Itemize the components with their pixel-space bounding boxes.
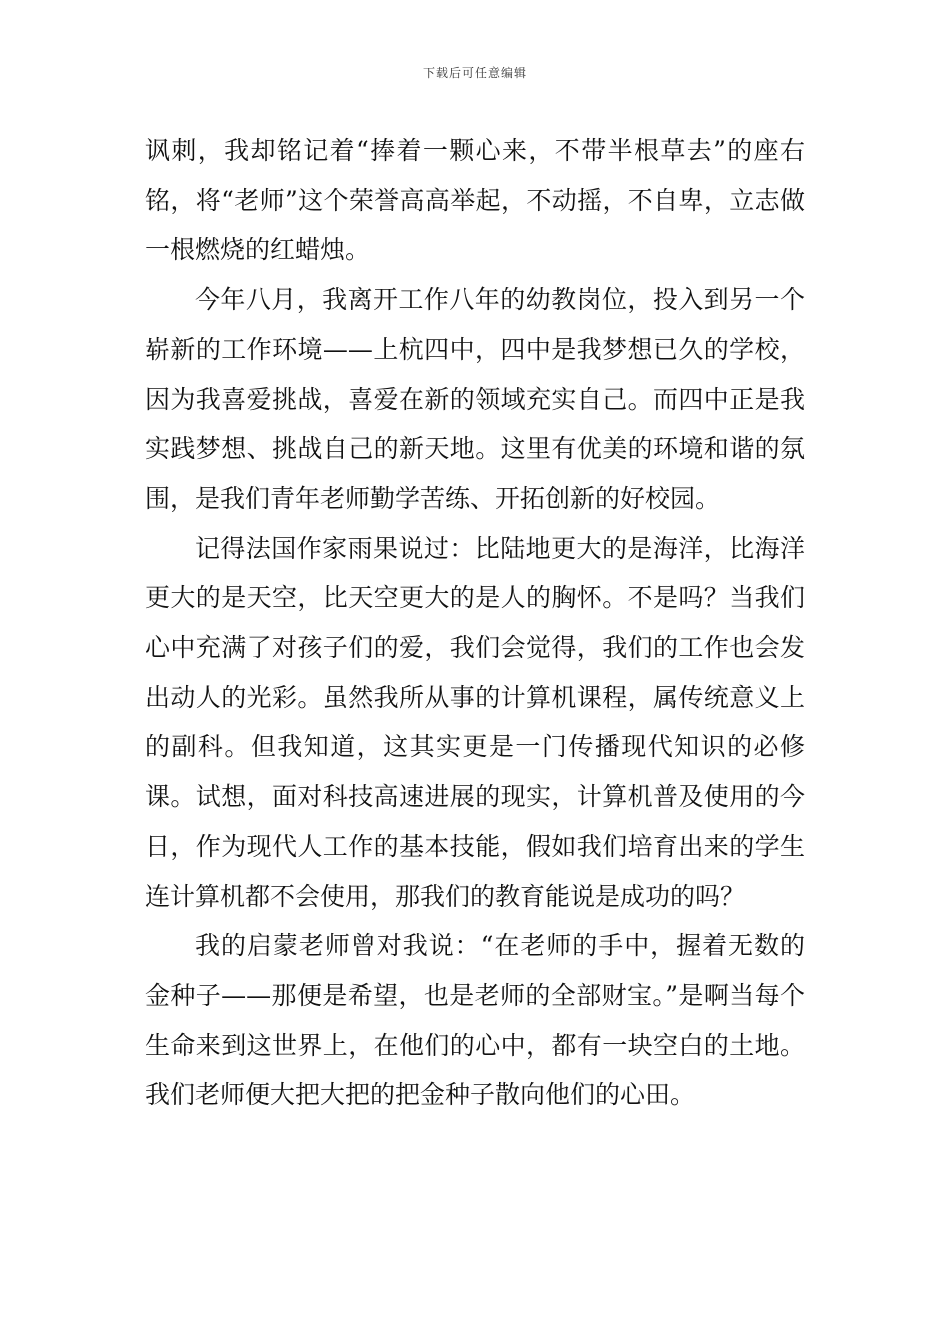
page-header: 下载后可任意编辑: [422, 66, 527, 80]
paragraph-3: 记得法国作家雨果说过：比陆地更大的是海洋，比海洋更大的是天空，比天空更大的是人的胸怀。不是吗？当我们心中充满了对孩子们的爱，我们会觉得，我们的工作也会发出动人的光彩。虽然我所从事的计算机课程，属传统意义上的副科。但我知道，这其实更是一门传播现代知识的必修课。试想，面对科技高速进展的现实，计算机普及使用的今日，作为现代人工作的基本技能，假如我们培育出来的学生连计算机都不会使用，那我们的教育能说是成功的吗？: [145, 533, 805, 911]
paragraph-4: 我的启蒙老师曾对我说：“在老师的手中，握着无数的金种子——那便是希望，也是老师的全部财宝。”是啊当每个生命来到这世界上，在他们的心中，都有一块空白的土地。我们老师便大把大把的把金种子散向他们的心田。: [145, 931, 805, 1110]
document-body: [145, 126, 805, 1120]
paragraph-1: 讽刺，我却铭记着“捧着一颗心来，不带半根草去”的座右铭，将“老师”这个荣誉高高举起，不动摇，不自卑，立志做一根燃烧的红蜡烛。: [145, 136, 805, 265]
paragraph-2: 今年八月，我离开工作八年的幼教岗位，投入到另一个崭新的工作环境——上杭四中，四中是我梦想已久的学校，因为我喜爱挑战，喜爱在新的领域充实自己。而四中正是我实践梦想、挑战自己的新天地。这里有优美的环境和谐的氛围，是我们青年老师勤学苦练、开拓创新的好校园。: [145, 285, 805, 513]
